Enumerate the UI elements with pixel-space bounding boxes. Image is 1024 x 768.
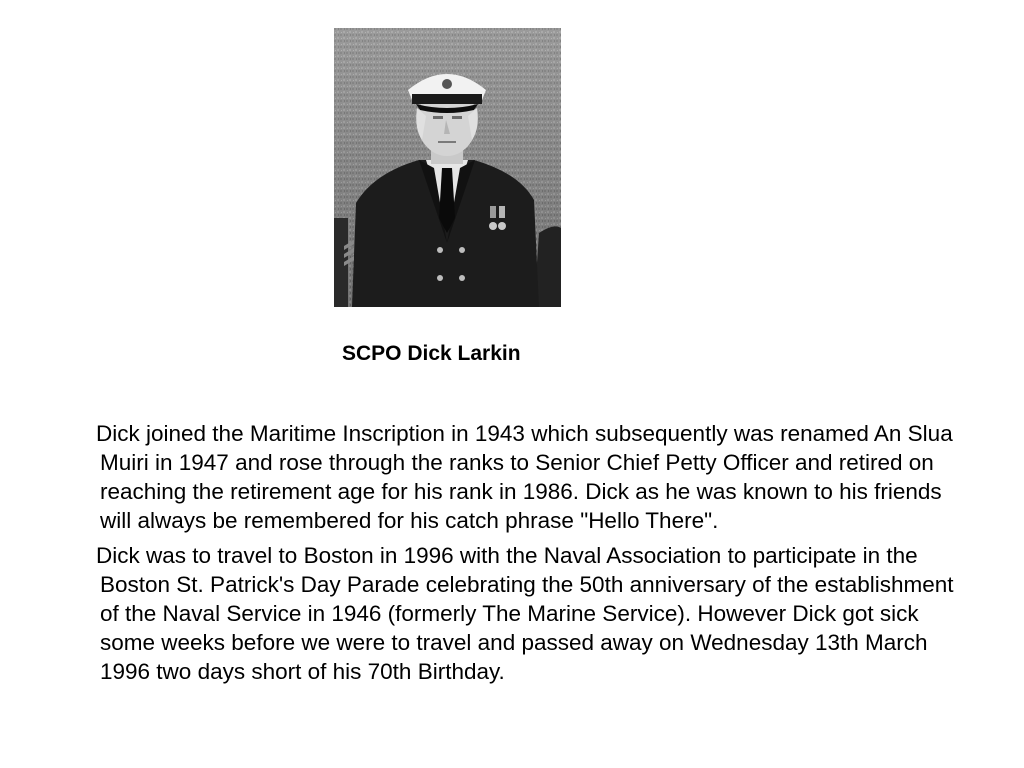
paragraph-1: Dick joined the Maritime Inscription in 1943 which subsequently was renamed An Slua Muiri in 1947 and rose through the ranks to Senior Chief Petty Officer and retired on reaching the retirement age for his rank in 1986. Dick as he was known to his friends will always be remembered for his catch phrase "Hello There".	[96, 421, 953, 533]
paragraph-2: Dick was to travel to Boston in 1996 with the Naval Association to participate in the Boston St. Patrick's Day Parade celebrating the 50th anniversary of the establishment of the Naval Service in 1946 (formerly The Marine Service). However Dick got sick some weeks before we were to travel and passed away on Wednesday 13th March 1996 two days short of his 70th Birthday.	[96, 543, 954, 684]
photo-caption: SCPO Dick Larkin	[342, 342, 521, 365]
portrait-photo	[334, 28, 561, 307]
body-text	[96, 419, 960, 692]
